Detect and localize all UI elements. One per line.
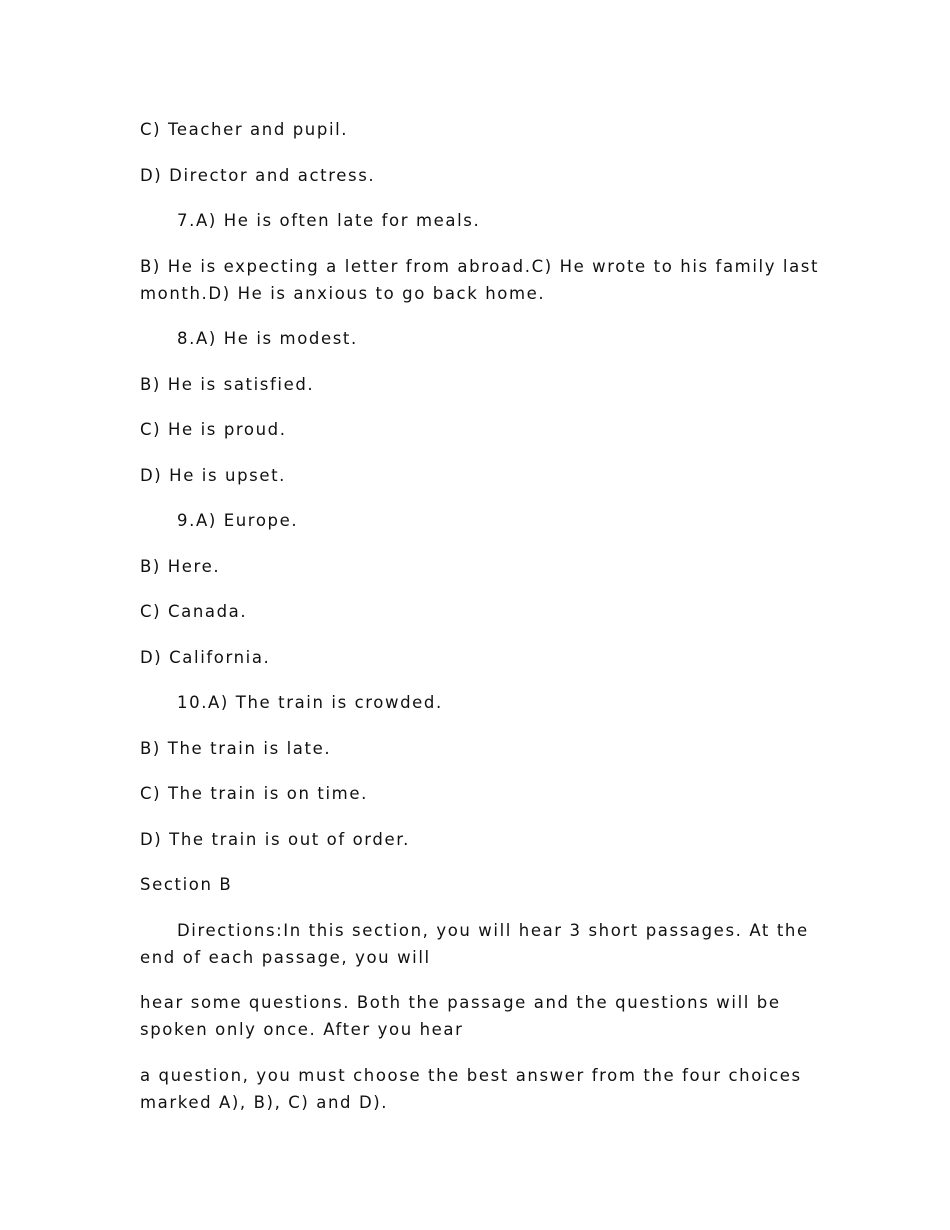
document-page: [140, 116, 820, 1134]
directions-paragraph-1: Directions:In this section, you will hear 3 short passages. At the end of each passage, you will: [140, 920, 809, 967]
question-7-option-a: 7.A) He is often late for meals.: [177, 211, 481, 230]
question-7-options-b-c-d: B) He is expecting a letter from abroad.C) He wrote to his family last month.D) He is anxious to go back home.: [140, 256, 820, 303]
question-8-option-a: 8.A) He is modest.: [177, 329, 358, 348]
directions-paragraph-2: hear some questions. Both the passage and the questions will be spoken only once. After you hear: [140, 993, 781, 1039]
question-9-option-b: B) Here.: [140, 556, 221, 576]
directions-paragraph-3: a question, you must choose the best answer from the four choices marked A), B), C) and D).: [140, 1065, 802, 1112]
question-10-option-d: D) The train is out of order.: [140, 829, 410, 849]
question-9-option-a: 9.A) Europe.: [177, 511, 299, 530]
question-9-option-c: C) Canada.: [140, 602, 248, 621]
question-10-option-a: 10.A) The train is crowded.: [177, 693, 443, 712]
section-heading: Section B: [140, 875, 233, 894]
question-10-option-c: C) The train is on time.: [140, 784, 368, 803]
question-10-option-b: B) The train is late.: [140, 738, 332, 758]
question-9-option-d: D) California.: [140, 647, 271, 667]
option-c-teacher-pupil: C) Teacher and pupil.: [140, 120, 349, 139]
question-8-option-d: D) He is upset.: [140, 465, 287, 485]
option-d-director-actress: D) Director and actress.: [140, 165, 376, 185]
question-8-option-b: B) He is satisfied.: [140, 374, 315, 394]
question-8-option-c: C) He is proud.: [140, 420, 287, 439]
